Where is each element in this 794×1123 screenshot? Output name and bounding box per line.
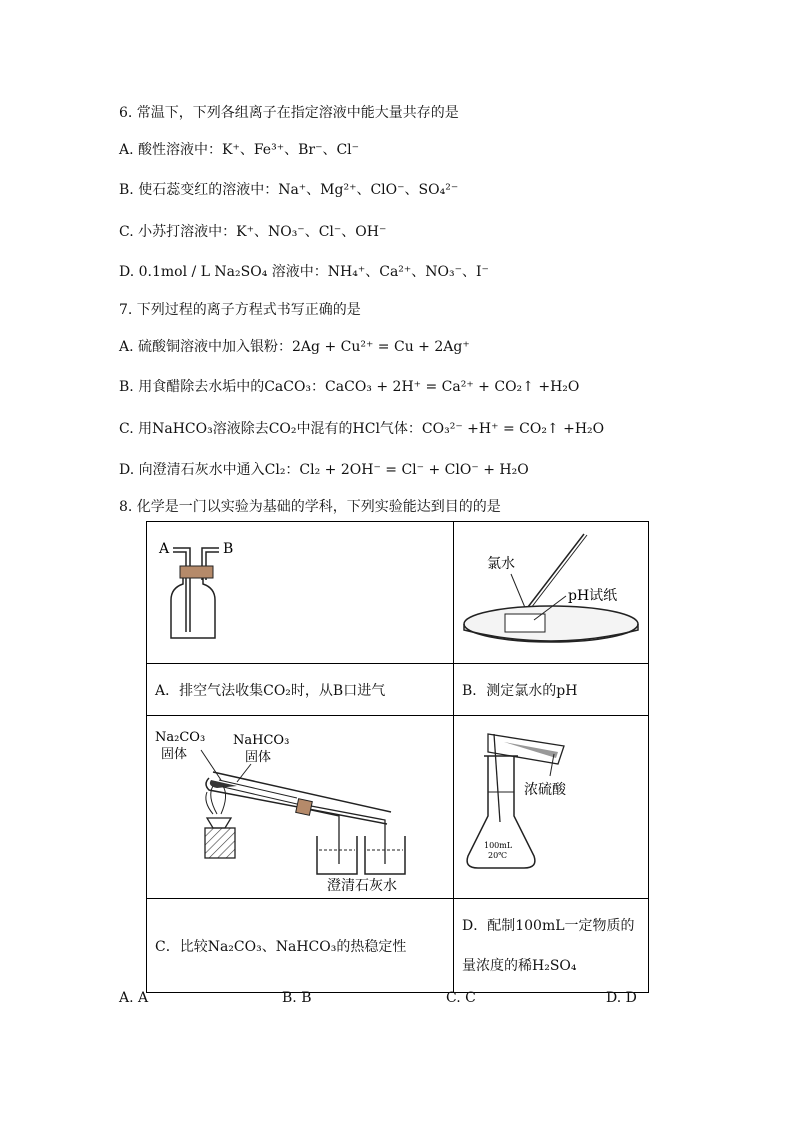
fig-c-label-nahco3: NaHCO₃	[233, 733, 290, 748]
caption-d	[454, 899, 649, 993]
fig-c-label-limewater: 澄清石灰水	[327, 878, 397, 894]
wood-block	[205, 828, 235, 858]
q6-option-b[interactable]: B. 使石蕊变红的溶液中：Na⁺、Mg²⁺、ClO⁻、SO₄²⁻	[119, 182, 459, 198]
caption-d-line2: 量浓度的稀H₂SO₄	[462, 957, 577, 974]
q7-option-b[interactable]: B. 用食醋除去水垢中的CaCO₃：CaCO₃ + 2H⁺ = Ca²⁺ + CO₂↑ +H₂O	[119, 379, 580, 395]
q6-option-c[interactable]: C. 小苏打溶液中：K⁺、NO₃⁻、Cl⁻、OH⁻	[119, 224, 387, 240]
q6-option-d[interactable]: D. 0.1mol / L Na₂SO₄ 溶液中：NH₄⁺、Ca²⁺、NO₃⁻、I⁻	[119, 264, 489, 280]
fig-d-label-temp: 20℃	[488, 851, 508, 860]
experiment-table	[146, 521, 649, 993]
caption-b: B．测定氯水的pH	[454, 664, 649, 716]
q8-option-c[interactable]: C. C	[446, 990, 476, 1006]
volumetric-flask-figure	[454, 716, 648, 894]
caption-c: C．比较Na₂CO₃、NaHCO₃的热稳定性	[147, 899, 454, 993]
beaker-left	[317, 836, 357, 874]
figure-d-cell	[454, 716, 649, 899]
q8-option-b[interactable]: B. B	[282, 990, 312, 1006]
q8-option-a[interactable]: A. A	[119, 990, 149, 1006]
q7-stem: 7. 下列过程的离子方程式书写正确的是	[119, 302, 361, 318]
q7-option-a[interactable]: A. 硫酸铜溶液中加入银粉：2Ag + Cu²⁺ = Cu + 2Ag⁺	[119, 339, 470, 355]
fig-d-label-acid: 浓硫酸	[524, 782, 566, 798]
fig-c-label-na2co3: Na₂CO₃	[155, 730, 206, 745]
alcohol-lamp	[207, 818, 231, 828]
fig-b-label-paper: pH试纸	[568, 588, 618, 604]
q8-option-d[interactable]: D. D	[606, 990, 637, 1006]
fig-d-label-vol: 100mL	[484, 841, 513, 850]
q6-stem: 6. 常温下，下列各组离子在指定溶液中能大量共存的是	[119, 105, 459, 121]
outer-tube	[206, 778, 387, 824]
fig-a-label-b: B	[223, 541, 234, 557]
long-tube	[173, 548, 190, 632]
q7-option-c[interactable]: C. 用NaHCO₃溶液除去CO₂中混有的HCl气体：CO₃²⁻ +H⁺ = CO₂↑ +H₂O	[119, 421, 605, 437]
caption-a: A．排空气法收集CO₂时，从B口进气	[147, 664, 454, 716]
fig-a-label-a: A	[159, 541, 170, 557]
rubber-stopper	[180, 566, 213, 578]
caption-d-line1: D．配制100mL一定物质的	[462, 917, 635, 934]
fig-c-label-solid2: 固体	[245, 750, 272, 765]
fig-c-label-solid1: 固体	[161, 747, 188, 762]
q8-stem: 8. 化学是一门以实验为基础的学科，下列实验能达到目的的是	[119, 499, 501, 515]
fig-b-label-water: 氯水	[487, 556, 515, 572]
q7-option-d[interactable]: D. 向澄清石灰水中通入Cl₂：Cl₂ + 2OH⁻ = Cl⁻ + ClO⁻ + H₂O	[119, 462, 529, 478]
bottle	[171, 578, 215, 638]
figure-b-cell	[454, 522, 649, 664]
heating-apparatus-figure	[147, 716, 453, 894]
figure-c-cell	[147, 716, 454, 899]
glass-rod	[494, 734, 500, 822]
figure-a-cell	[147, 522, 454, 664]
q6-option-a[interactable]: A. 酸性溶液中：K⁺、Fe³⁺、Br⁻、Cl⁻	[119, 142, 360, 158]
ph-paper-figure	[454, 522, 648, 659]
gas-washing-bottle-figure	[147, 522, 453, 659]
watch-glass	[464, 606, 638, 642]
